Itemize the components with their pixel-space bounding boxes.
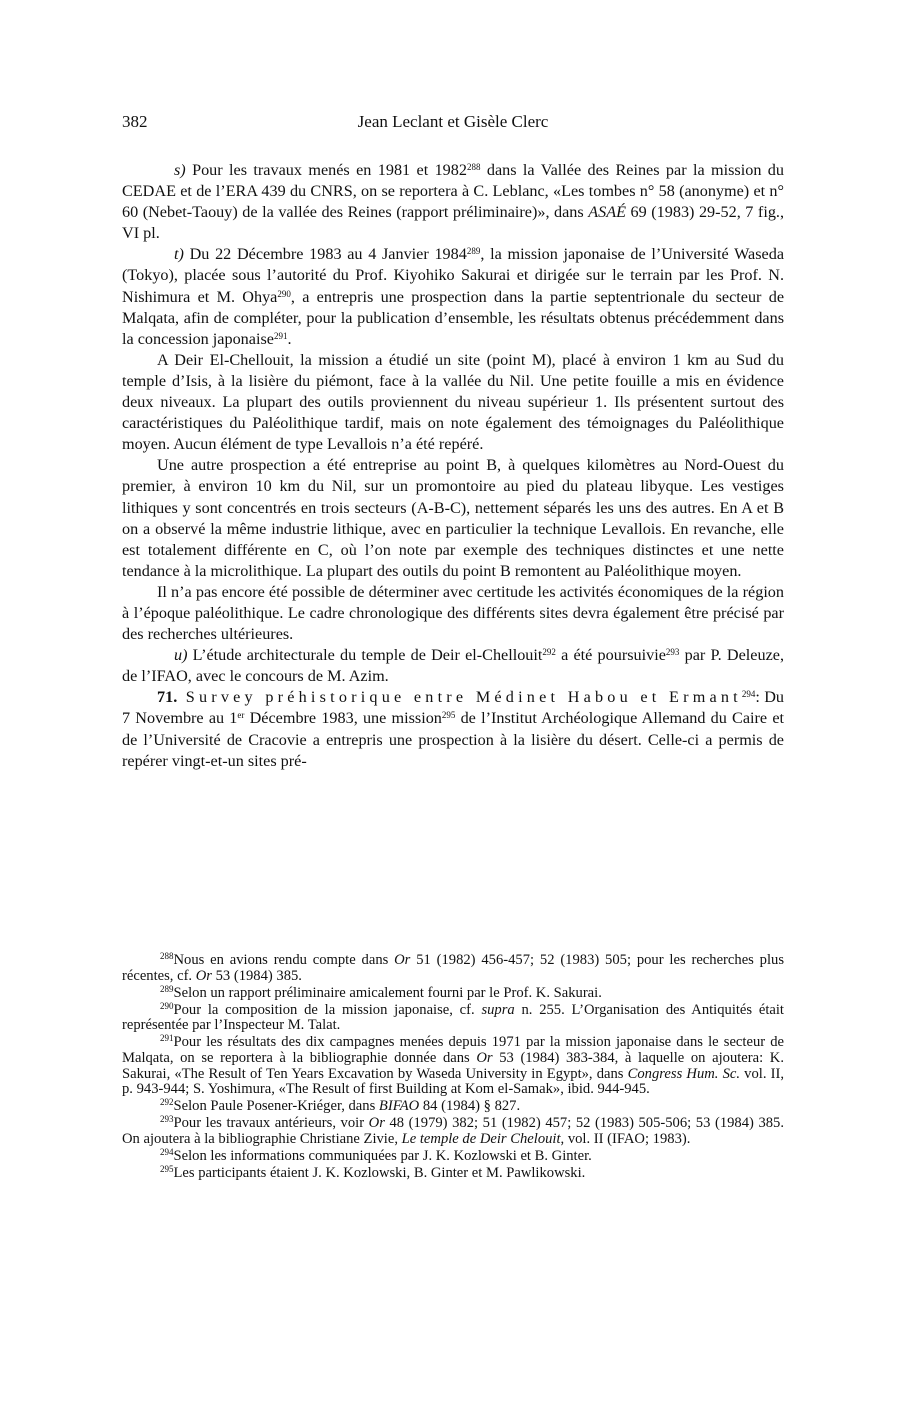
footnote-number: 291 [160,1033,174,1044]
text: Pour les résultats des dix campagnes menées depuis 1971 par la mission japonaise dans le secteur de Malqata, on se reportera à la bibliographie donnée dans [122,1034,784,1067]
text: 53 (1984) 385. [211,967,302,984]
footnote-number: 294 [160,1147,174,1158]
footnote-number: 292 [160,1097,174,1108]
text: Du 22 Décembre 1983 au 4 Janvier 1984 [183,245,467,264]
footnote-number: 293 [160,1114,174,1125]
note-ref-290[interactable]: 290 [277,288,291,299]
main-text [122,160,784,772]
text: , la mission japonaise de l’Université Waseda (Tokyo), placée sous l’autorité du Prof. Kiyohiko Sakurai et dirigée sur le terrain par les Prof. N. Nishimura et M. Ohya [122,245,785,306]
text: . [287,329,292,348]
section-title: Survey préhistorique entre Médinet Habou et Ermant [177,688,742,707]
text: 69 (1983) 29-52, 7 fig., VI pl. [122,203,785,243]
note-ref-293[interactable]: 293 [665,647,680,658]
footnote-290 [122,1000,784,1034]
footnote-number: 289 [160,983,174,994]
item-label-t: t) [174,245,184,264]
journal-title: ASAÉ [588,203,627,222]
item-label-s: s) [174,161,186,179]
text: vol. II, p. 943-944; S. Yoshimura, «The Result of first Building at Kom el-Samak», ibid. 944-945. [122,1065,784,1098]
text: , vol. II (IFAO; 1983). [560,1131,691,1148]
text: par P. Deleuze, de l’IFAO, avec le concours de M. Azim. [122,646,784,686]
text: Selon les informations communiquées par J. K. Kozlowski et B. Ginter. [173,1148,592,1165]
running-title: Jean Leclant et Gisèle Clerc [357,112,549,131]
book-title: Le temple de Deir Chelouit [401,1131,561,1148]
footnote-number: 290 [160,1000,174,1011]
text: L’étude architecturale du temple de Deir el-Chellouit [187,646,543,665]
running-header [122,112,784,138]
ordinal-suffix: er [237,710,245,721]
paragraph-t [122,244,784,349]
text: Les participants étaient J. K. Kozlowski, B. Ginter et M. Pawlikowski. [173,1165,586,1182]
text: Selon un rapport préliminaire amicalement fourni par le Prof. K. Sakurai. [173,984,602,1001]
note-ref-292[interactable]: 292 [542,647,556,658]
footnote-291 [122,1035,784,1097]
item-label-u: u) [174,646,188,665]
journal-title: Or [394,952,411,968]
text: 48 (1979) 382; 51 (1982) 457; 52 (1983) 505-506; 53 (1984) 385. On ajoutera à la bibliographie Christiane Zivie, [122,1115,784,1148]
paragraph-s [122,160,784,244]
text: Selon Paule Posener-Kriéger, dans [173,1098,379,1115]
text: Pour la composition de la mission japonaise, cf. [173,1001,482,1018]
journal-title: Or [195,967,212,984]
note-ref-288[interactable]: 288 [466,162,481,172]
footnote-294 [122,1149,784,1165]
page-number: 382 [122,112,148,131]
footnote-288 [122,953,784,984]
journal-title: Or [368,1115,385,1132]
paragraph-deir-el-chellouit: A Deir El-Chellouit, la mission a étudié un site (point M), placé à environ 1 km au Sud du temple d’Isis, à la lisière du piémont, face à la vallée du Nil. Une petite fouille a mis en évidence deux niveaux. La plupart des outils proviennent du niveau supérieur 1. Ils présentent surtout des caractéristiques du Paléolithique tardif, mais on note également des témoignages du Paléolithique moyen. Aucun élément de type Levallois n’a été repéré. [122,350,784,454]
journal-title: Congress Hum. Sc. [627,1065,741,1082]
text: de l’Institut Archéologique Allemand du Caire et de l’Université de Cracovie a entrepris une prospection à la lisière du désert. Celle-ci a permis de repérer vingt-et-un sites pré- [122,709,785,770]
text: 84 (1984) § 827. [419,1098,521,1115]
note-ref-294[interactable]: 294 [741,689,756,700]
paragraph-autre-prospection: Une autre prospection a été entreprise au point B, à quelques kilomètres au Nord-Ouest du premier, à environ 10 km du Nil, sur un promontoire au pied du plateau libyque. Les vestiges lithiques y sont concentrés en trois secteurs (A-B-C), nettement séparés les uns des autres. En A et B on a observé la même industrie lithique, avec en particulier la technique Levallois. En revanche, elle est totalement différente en C, où l’on note par exemple des techniques distinctes et une nette tendance à la microlithique. La plupart des outils du point B remontent au Paléolithique moyen. [122,456,784,580]
text: Pour les travaux menés en 1981 et 1982 [185,161,467,179]
text: , a entrepris une prospection dans la partie septentrionale du secteur de Malqata, afin de compléter, pour la publication d’ensemble, les résultats obtenus précédemment dans la concession japonaise [122,287,785,348]
note-ref-295[interactable]: 295 [441,710,456,721]
footnote-number: 295 [160,1164,174,1175]
footnote-293 [122,1116,784,1147]
latin-term: supra [481,1001,515,1018]
section-71 [122,687,784,771]
text: 53 (1984) 383-384, à laquelle on ajoutera: K. Sakurai, «The Result of Ten Years Excavation by Waseda University in Egypt», dans [122,1050,784,1082]
footnote-number: 288 [160,951,174,961]
paragraph-u [122,645,784,687]
footnotes [122,953,784,1182]
text: 51 (1982) 456-457; 52 (1983) 505; pour les recherches plus récentes, cf. [122,952,785,984]
paragraph-chronologie: Il n’a pas encore été possible de déterminer avec certitude les activités économiques de la région à l’époque paléolithique. Le cadre chronologique des différents sites devra également être précisé par des recherches ultérieures. [122,582,784,644]
note-ref-291[interactable]: 291 [273,330,288,341]
journal-title: Or [476,1050,493,1067]
footnote-289 [122,983,784,1002]
text: a été poursuivie [555,646,666,665]
text: : Du 7 Novembre au 1 [122,688,784,728]
text: Nous en avions rendu compte dans [173,952,395,968]
journal-title: BIFAO [378,1098,420,1115]
section-number: 71. [157,688,178,707]
text: dans la Vallée des Reines par la mission du CEDAE et de l’ERA 439 du CNRS, on se reportera à C. Leblanc, «Les tombes n° 58 (anonyme) et n° 60 (Nebet-Taouy) de la vallée des Reines (rapport préliminaire)», dans [122,161,784,222]
text: Décembre 1983, une mission [244,709,442,728]
text: Pour les travaux antérieurs, voir [173,1115,369,1132]
note-ref-289[interactable]: 289 [466,246,481,257]
footnote-295 [122,1166,784,1182]
footnote-292 [122,1099,784,1115]
text: n. 255. L’Organisation des Antiquités était représentée par l’Inspecteur M. Talat. [122,1001,784,1034]
